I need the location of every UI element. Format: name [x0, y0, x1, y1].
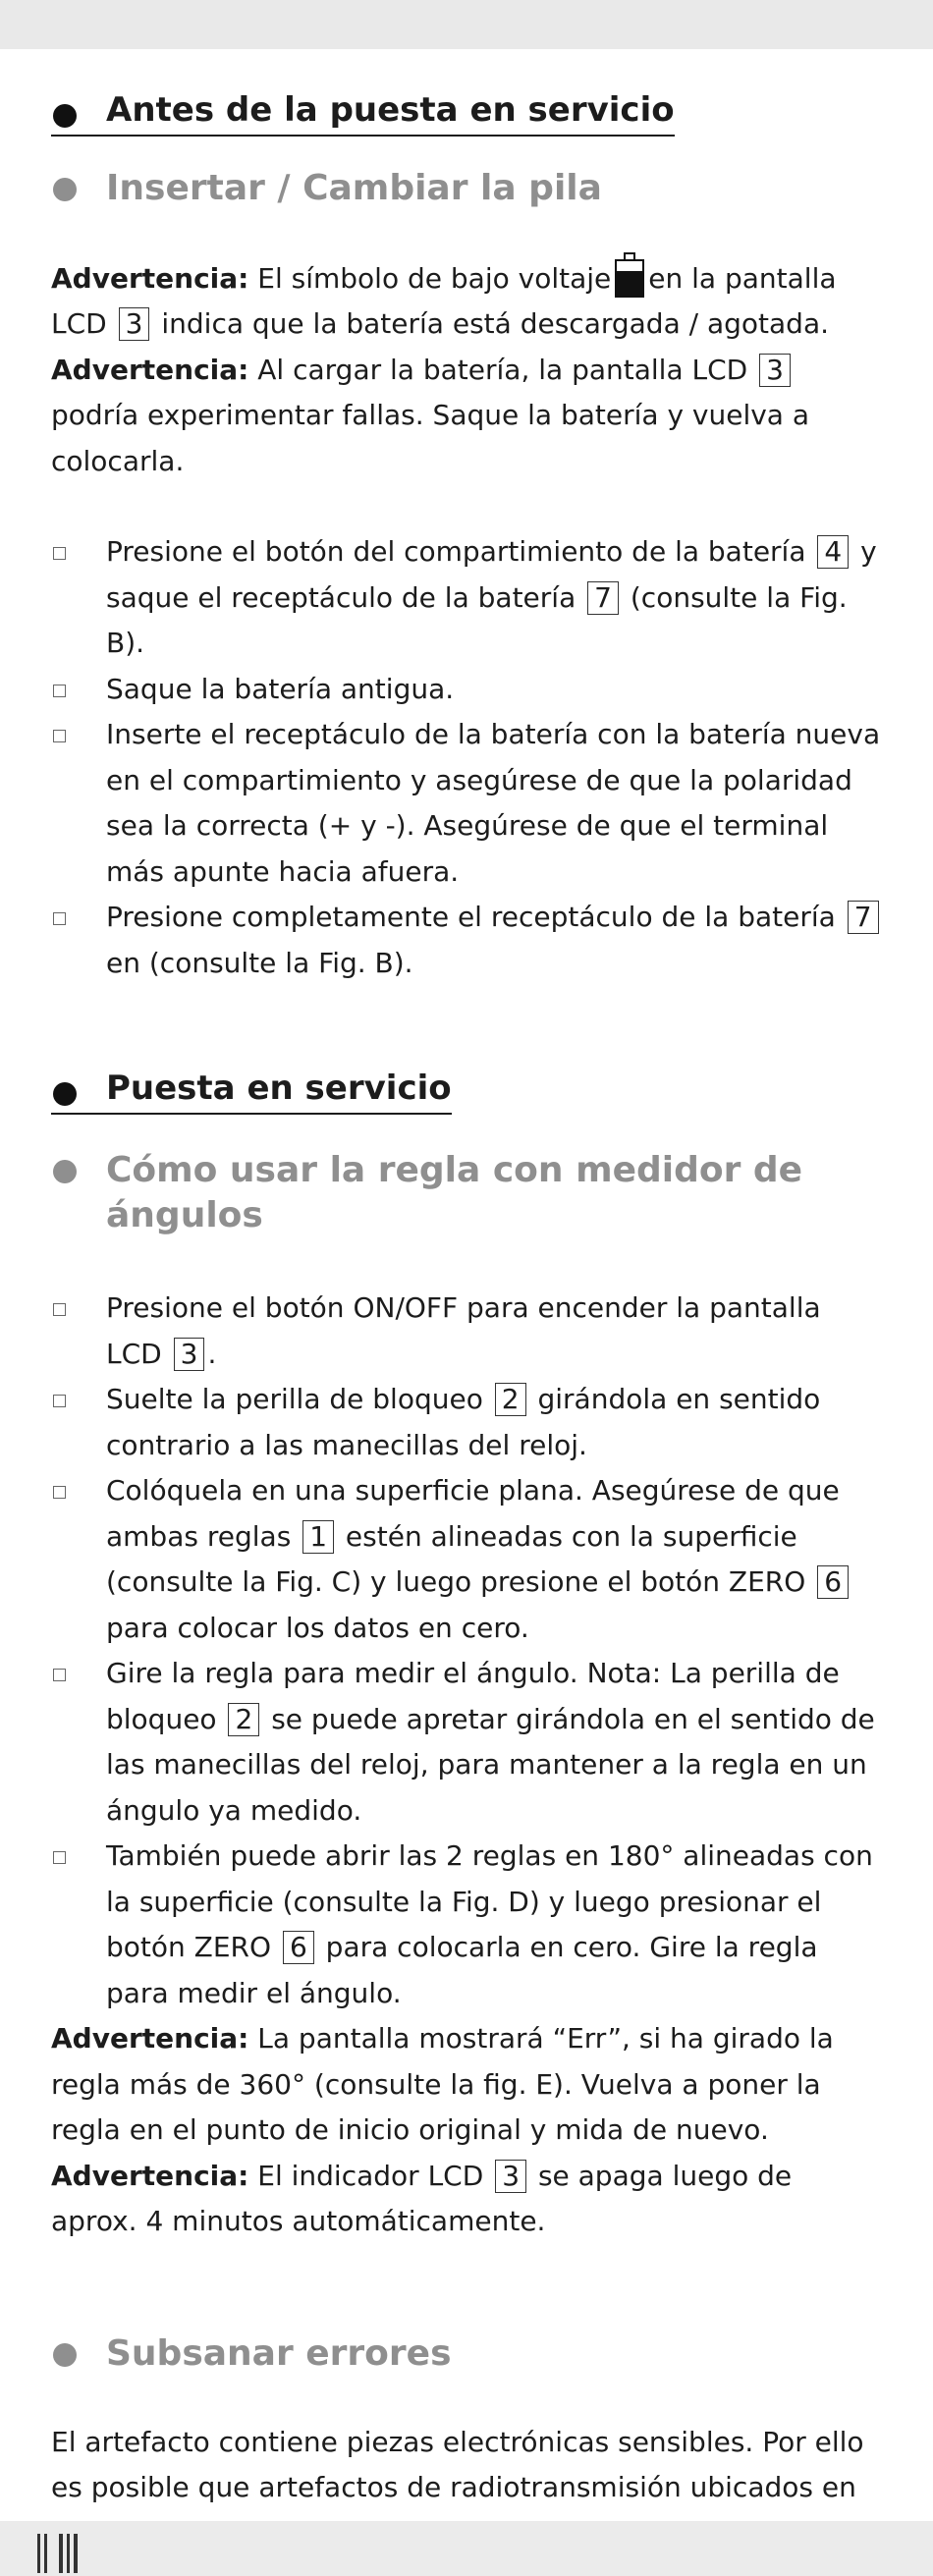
list-item	[51, 1468, 884, 1651]
step-text: girándola en sentido contrario a las manecillas del reloj.	[106, 1383, 821, 1461]
square-bullet-icon	[53, 547, 66, 560]
ref-number: 1	[302, 1520, 334, 1554]
warning-text: La pantalla mostrará “Err”, si ha girado la regla más de 360° (consulte la fig. E). Vuelva a poner la regla en el punto de inicio original y mida de nuevo.	[51, 2022, 834, 2147]
step-text: (consulte la Fig. B).	[106, 580, 848, 660]
list-item	[51, 1834, 884, 2016]
section-heading-before-start	[51, 90, 675, 137]
square-bullet-icon	[53, 1303, 66, 1316]
heading-bullet-icon	[53, 1082, 77, 1106]
step-text: se puede apretar girándola en el sentido de las manecillas del reloj, para mantener a la regla en un ángulo ya medido.	[106, 1702, 875, 1827]
square-bullet-icon	[53, 730, 66, 742]
step-text: .	[207, 1337, 217, 1370]
warning-label: Advertencia:	[51, 261, 249, 295]
square-bullet-icon	[53, 912, 66, 925]
list-item	[51, 1377, 884, 1468]
subheading-bullet-icon	[53, 178, 77, 201]
subheading-text: Subsanar errores	[106, 2332, 452, 2374]
list-item	[51, 1651, 884, 1834]
step-text: Gire la regla para medir el ángulo. Nota: La perilla de bloqueo	[106, 1657, 840, 1735]
square-bullet-icon	[53, 1851, 66, 1864]
square-bullet-icon	[53, 685, 66, 697]
usage-steps-list	[51, 1286, 884, 2016]
battery-steps-list	[51, 529, 884, 986]
subheading-troubleshoot	[51, 2331, 884, 2377]
step-text: Colóquela en una superficie plana. Asegúrese de que ambas reglas	[106, 1474, 840, 1553]
subheading-text: Insertar / Cambiar la pila	[106, 167, 602, 208]
ref-number: 3	[174, 1338, 205, 1371]
step-text: en (consulte la Fig. B).	[106, 946, 413, 979]
warning-label: Advertencia:	[51, 353, 249, 386]
subheading-text: Cómo usar la regla con medidor de ángulos	[106, 1150, 803, 1236]
section-heading-start	[51, 1069, 452, 1115]
subheading-bullet-icon	[53, 1160, 77, 1183]
step-text: Saque la batería antigua.	[106, 672, 455, 705]
step-text: Inserte el receptáculo de la batería con la batería nueva en el compartimiento y asegúrese de que la polaridad sea la correcta (+ y -). Asegúrese de que el terminal más apunte hacia afuera.	[106, 718, 881, 888]
ref-number: 7	[848, 901, 879, 934]
step-text: y saque el receptáculo de la batería	[106, 535, 877, 614]
warning-text: indica que la batería está descargada / agotada.	[161, 307, 830, 341]
ref-number: 2	[495, 1383, 526, 1416]
ref-number: 3	[119, 307, 150, 341]
step-text: Presione el botón ON/OFF para encender la pantalla LCD	[106, 1291, 821, 1370]
subheading-battery	[51, 166, 884, 211]
heading-text: Antes de la puesta en servicio	[106, 90, 675, 130]
heading-bullet-icon	[53, 104, 77, 128]
warning-text: en la pantalla LCD	[51, 261, 837, 341]
page-bottom-bar	[0, 2521, 933, 2576]
ref-number: 6	[283, 1931, 314, 1964]
warning-text: El símbolo de bajo voltaje	[257, 261, 612, 295]
subheading-ruler	[51, 1148, 884, 1238]
step-text: Suelte la perilla de bloqueo	[106, 1383, 483, 1416]
square-bullet-icon	[53, 1486, 66, 1499]
warning-paragraph-3	[51, 2016, 884, 2245]
subheading-bullet-icon	[53, 2343, 77, 2367]
list-item	[51, 712, 884, 895]
ref-number: 2	[228, 1703, 259, 1736]
square-bullet-icon	[53, 1669, 66, 1681]
list-item	[51, 895, 884, 986]
ref-number: 4	[817, 535, 849, 569]
step-text: Presione el botón del compartimiento de la batería	[106, 535, 806, 569]
warning-label: Advertencia:	[51, 2022, 249, 2055]
step-text: Presione completamente el receptáculo de la batería	[106, 901, 836, 934]
step-text: para colocarla en cero. Gire la regla para medir el ángulo.	[106, 1931, 818, 2009]
list-item	[51, 667, 884, 713]
heading-text: Puesta en servicio	[106, 1069, 452, 1109]
step-text: estén alineadas con la superficie (consulte la Fig. C) y luego presione el botón ZERO	[106, 1519, 806, 1599]
list-item	[51, 529, 884, 667]
list-item	[51, 1286, 884, 1377]
warning-text: podría experimentar fallas. Saque la batería y vuelva a colocarla.	[51, 399, 810, 477]
ref-number: 6	[817, 1565, 849, 1599]
square-bullet-icon	[53, 1395, 66, 1407]
low-battery-icon	[615, 252, 644, 298]
page-top-bar	[0, 0, 933, 49]
barcode-mark-icon	[37, 2534, 82, 2573]
warning-text: se apaga luego de aprox. 4 minutos automáticamente.	[51, 2159, 793, 2238]
troubleshoot-paragraph: El artefacto contiene piezas electrónicas sensibles. Por ello es posible que artefactos de radiotransmisión ubicados en	[51, 2425, 864, 2504]
warning-text: Al cargar la batería, la pantalla LCD	[257, 353, 748, 386]
document-body	[51, 90, 884, 2556]
ref-number: 3	[759, 354, 791, 387]
warning-text: El indicador LCD	[257, 2159, 484, 2192]
ref-number: 7	[587, 581, 619, 615]
ref-number: 3	[495, 2160, 526, 2193]
warning-paragraph-1	[51, 252, 884, 485]
step-text: También puede abrir las 2 reglas en 180° alineadas con la superficie (consulte la Fig. D) y luego presionar el botón ZERO	[106, 1839, 873, 1964]
warning-label: Advertencia:	[51, 2159, 249, 2192]
step-text: para colocar los datos en cero.	[106, 1611, 529, 1644]
